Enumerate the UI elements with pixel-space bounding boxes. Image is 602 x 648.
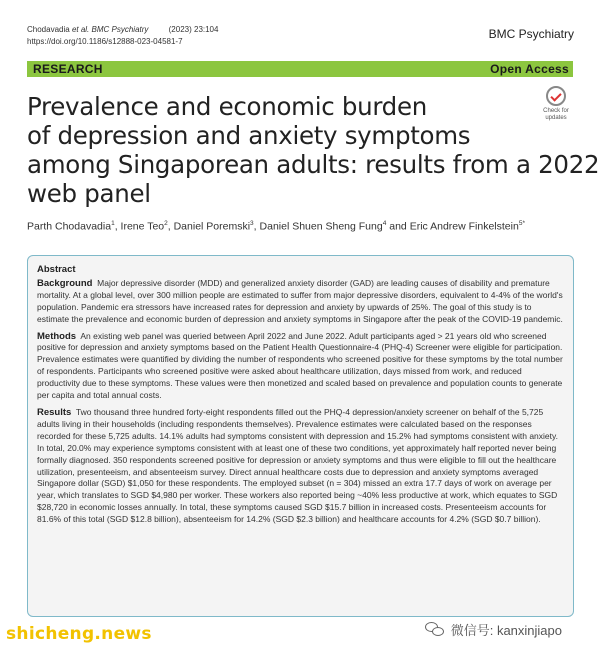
author-name[interactable]: Eric Andrew Finkelstein <box>409 220 519 233</box>
wechat-watermark <box>425 620 562 639</box>
section-heading: Results <box>37 406 72 418</box>
section-text: Major depressive disorder (MDD) and generalized anxiety disorder (GAD) are leading causes of disability and premature mortality. At a global level, over 300 million people are estimated to suffer from major depressive disorders, equivalent to 4-4% of the world's population. Pandemic era stressors have increased rates for depression and anxiety by upwards of 25%. The goal of this study is to estimate the prevalence and economic burden of depression and anxiety symptoms in Singapore after the peak of the COVID-19 pandemic. <box>37 277 563 324</box>
citation-etal-journal: et al. BMC Psychiatry <box>71 25 149 34</box>
author-name[interactable]: Irene Teo <box>120 220 165 233</box>
author-list: Parth Chodavadia$^1$, Irene Teo$^2$, Daniel Poremski$^3$, Daniel Shuen Sheng Fung$^4$ and Eric Andrew Finkelstein$^{5*}$ <box>27 220 525 233</box>
author-name[interactable]: Daniel Shuen Sheng Fung <box>259 220 383 233</box>
article-type-banner <box>27 61 573 77</box>
section-text: An existing web panel was queried between April 2022 and June 2022. Adult participants aged > 21 years old who screened positive for depression and anxiety symptoms based on the Patient Health Questionnaire-4 (PHQ-4) Screener were eligible for participation. Prevalence estimates were quantified by dividing the number of respondents who screened positive for these symptoms by the total number of respondents. Participants who screened positive were asked about healthcare utilization, days missed from work, and reduced productivity due to these symptoms. These values were then monetized and scaled based on prevalence and population counts to generate per capita and total annual costs. <box>37 330 563 401</box>
wechat-icon <box>425 622 445 638</box>
article-type-label: RESEARCH <box>33 62 103 76</box>
check-for-updates-badge[interactable] <box>537 86 575 124</box>
article-citation <box>27 24 218 48</box>
section-heading: Methods <box>37 330 77 342</box>
abstract-section-methods <box>37 331 565 402</box>
abstract-heading: Abstract <box>37 264 76 275</box>
check-for-updates-icon <box>546 86 566 106</box>
abstract-box <box>27 255 574 617</box>
title-line: among Singaporean adults: results from a 2022 <box>27 150 600 179</box>
author-name[interactable]: Parth Chodavadia <box>27 220 112 233</box>
author-affiliation-mark: 5* <box>518 220 525 227</box>
open-access-label: Open Access <box>490 62 569 76</box>
title-line: Prevalence and economic burden <box>27 92 427 121</box>
abstract-section-background <box>37 278 565 326</box>
author-affiliation-mark: 1 <box>111 220 115 227</box>
author-name[interactable]: Daniel Poremski <box>173 220 251 233</box>
section-text: Two thousand three hundred forty-eight respondents filled out the PHQ-4 depression/anxiety screener on behalf of the 5,725 adults living in their households (including respondents themselves). Prevalence estimates were calculated based on the responses recorded for these 5,725 adults. 14.1% adults had symptoms consistent with depression and 15.2% had symptoms consistent with anxiety. In total, 20.0% may experience symptoms consistent with at least one of these two conditions, yet approximately half reported never being formally diagnosed. 350 respondents screened positive for depression or anxiety symptoms and thus were eligible to fill out the healthcare utilization, presenteeism, and absenteeism survey. Direct annual healthcare costs due to depression and anxiety symptoms averaged Singapore dollar (SGD) $1,050 for these respondents. The employed subset (n = 304) missed an extra 17.7 days of work on average per year, which translates to SGD $4,980 per worker. These workers also reported being ~40% less productive at work, which equates to SGD $28,720 in economic losses annually. In total, these symptoms caused SGD $15.7 billion in increased costs. Presenteeism accounts for 81.6% of this total (SGD $12.8 billion), absenteeism for 14.2% (SGD $2.3 billion) and healthcare accounts for 4.2% (SGD $0.7 billion). <box>37 406 558 525</box>
site-watermark: shicheng.news <box>6 624 152 644</box>
citation-author: Chodavadia <box>27 25 70 34</box>
citation-year-volume: (2023) 23:104 <box>168 25 219 34</box>
author-affiliation-mark: 2 <box>164 220 168 227</box>
abstract-section-results <box>37 407 565 526</box>
author-affiliation-mark: 3 <box>250 220 254 227</box>
title-line: of depression and anxiety symptoms <box>27 121 471 150</box>
doi-link[interactable]: https://doi.org/10.1186/s12888-023-04581-7 <box>27 37 183 46</box>
author-affiliation-mark: 4 <box>382 220 387 227</box>
check-for-updates-label: Check for updates <box>543 108 569 121</box>
journal-name: BMC Psychiatry <box>488 27 574 41</box>
section-heading: Background <box>37 277 93 289</box>
title-line: web panel <box>27 179 151 208</box>
wechat-id-label: 微信号: kanxinjiapo <box>450 623 562 638</box>
